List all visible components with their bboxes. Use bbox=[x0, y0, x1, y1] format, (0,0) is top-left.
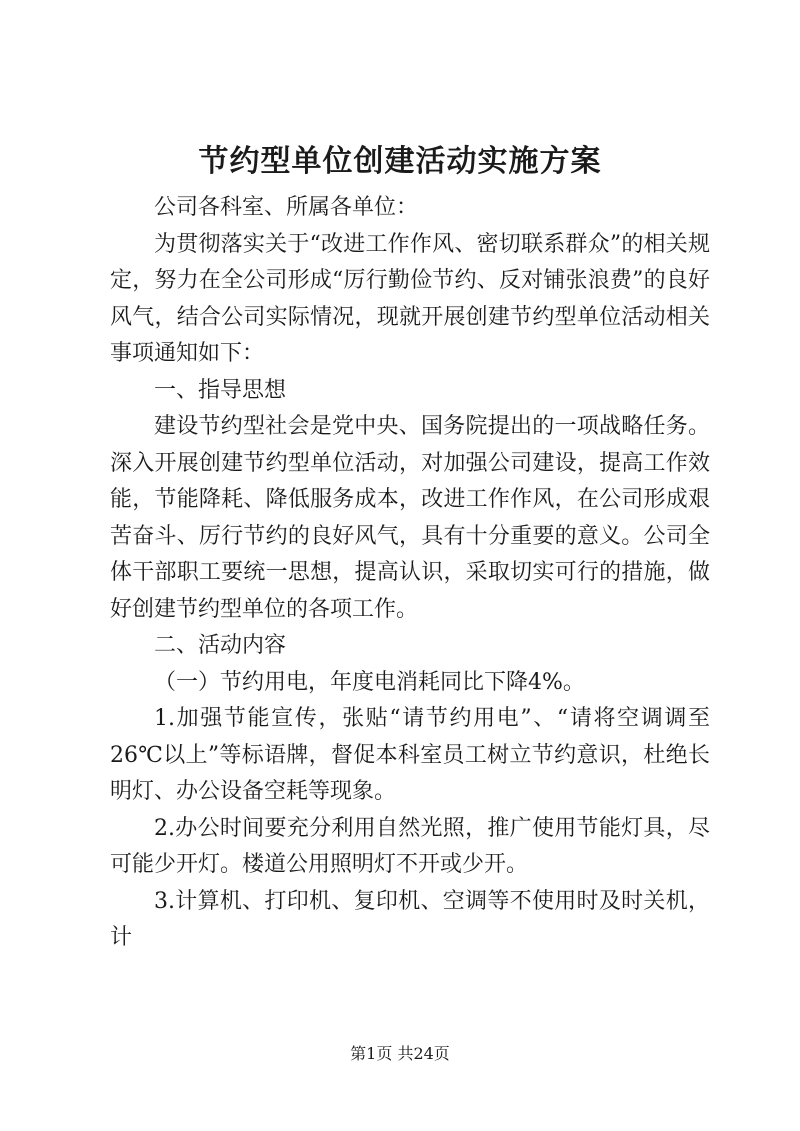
subsection-heading-save-electricity: （一）节约用电，年度电消耗同比下降4%。 bbox=[154, 669, 585, 695]
salutation-paragraph: 公司各科室、所属各单位： bbox=[154, 195, 419, 220]
item-paragraph-2: 2.办公时间要充分利用自然光照，推广使用节能灯具，尽可能少开灯。楼道公用照明灯不开或少开。 bbox=[110, 815, 710, 877]
guiding-ideology-paragraph: 建设节约型社会是党中央、国务院提出的一项战略任务。深入开展创建节约型单位活动，对加强公司建设，提高工作效能，节能降耗、降低服务成本，改进工作作风，在公司形成艰苦奋斗、厉行节约的良好风气，具有十分重要的意义。公司全体干部职工要统一思想，提高认识，采取切实可行的措施，做好创建节约型单位的各项工作。 bbox=[110, 414, 710, 622]
document-title: 节约型单位创建活动实施方案 bbox=[198, 144, 602, 179]
page-footer: 第1页 共24页 bbox=[350, 1044, 450, 1063]
section-heading-activity-content: 二、活动内容 bbox=[154, 633, 287, 658]
item-paragraph-1: 1.加强节能宣传，张贴“请节约用电”、“请将空调调至26℃以上”等标语牌，督促本科室员工树立节约意识，杜绝长明灯、办公设备空耗等现象。 bbox=[110, 706, 710, 804]
intro-paragraph: 为贯彻落实关于“改进工作作风、密切联系群众”的相关规定，努力在全公司形成“厉行勤俭节约、反对铺张浪费”的良好风气，结合公司实际情况，现就开展创建节约型单位活动相关事项通知如下： bbox=[110, 231, 710, 366]
item-paragraph-3: 3.计算机、打印机、复印机、空调等不使用时及时关机，计 bbox=[110, 888, 710, 950]
section-heading-guiding-ideology: 一、指导思想 bbox=[154, 377, 287, 403]
document-body bbox=[110, 190, 710, 957]
